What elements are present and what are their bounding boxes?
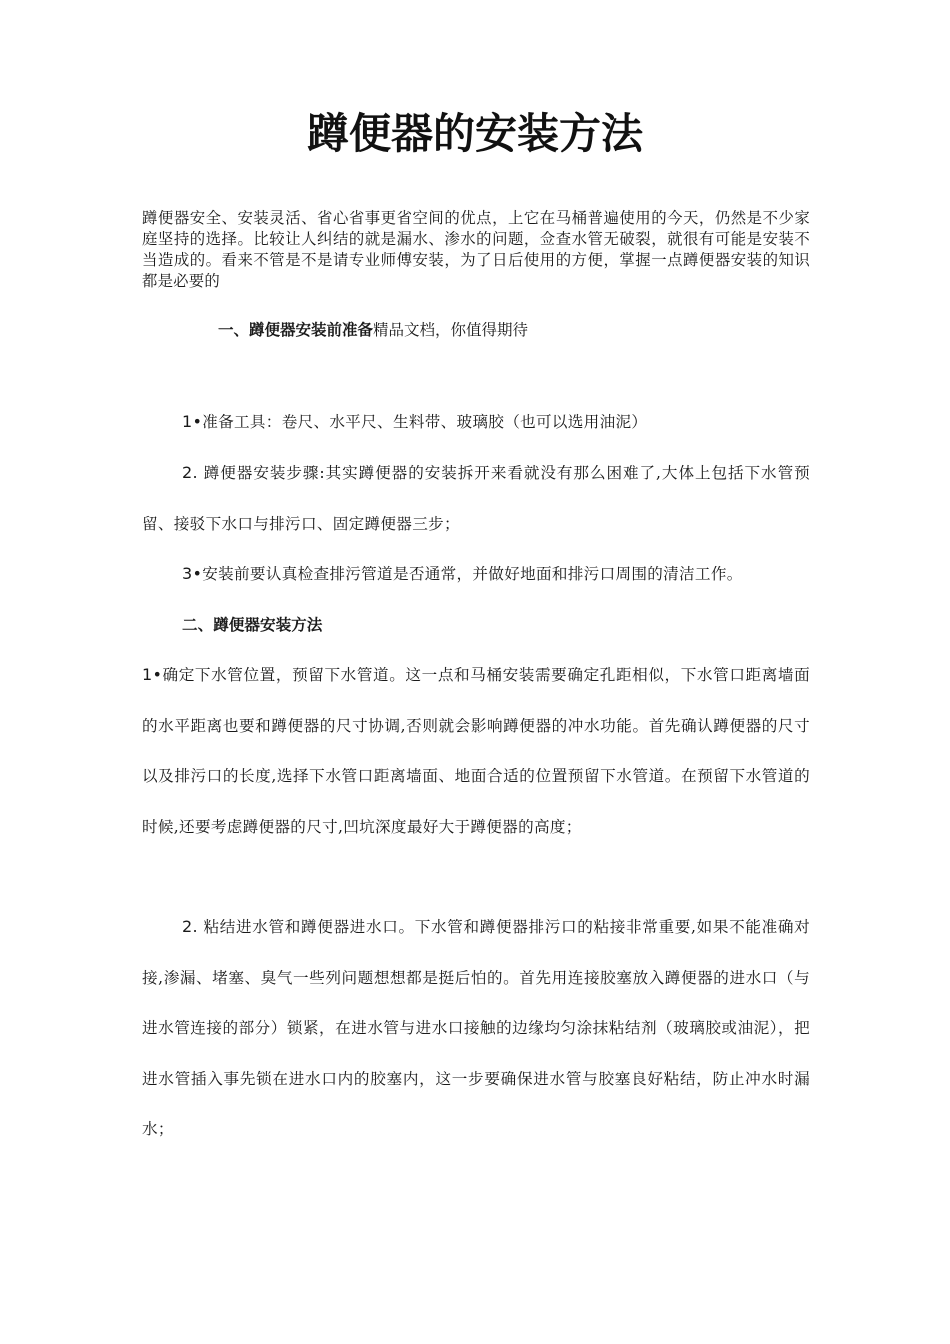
prep-item-2	[142, 448, 810, 549]
item-number: 2.	[182, 463, 198, 482]
method-item-2	[142, 902, 810, 1155]
item-text: 粘结进水管和蹲便器进水口。下水管和蹲便器排污口的粘接非常重要,如果不能准确对接,渗漏、堵塞、臭气一些列问题想想都是挺后怕的。首先用连接胶塞放入蹲便器的进水口（与进水管连接的部分）锁紧，在进水管与进水口接触的边缘均匀涂抹粘结剂（玻璃胶或油泥），把进水管插入事先锁在进水口内的胶塞内，这一步要确保进水管与胶塞良好粘结，防止冲水时漏水；	[142, 918, 810, 1138]
intro-paragraph: 蹲便器安全、安装灵活、省心省事更省空间的优点，上它在马桶普遍使用的今天，仍然是不少家庭坚持的选择。比较让人纠结的就是漏水、渗水的问题，佥查水管无破裂，就很有可能是安装不当造成的。看来不管是不是请专业师傅安装，为了日后使用的方便，掌握一点蹲便器安装的知识都是必要的	[142, 209, 810, 290]
item-text: 准备工具：卷尺、水平尺、生料带、玻璃胶（也可以选用油泥）	[202, 413, 648, 431]
item-text: 确定下水管位置，预留下水管道。这一点和马桶安装需要确定孔距相似，下水管口距离墙面的水平距离也要和蹲便器的尺寸协调,否则就会影响蹲便器的冲水功能。首先确认蹲便器的尺寸以及排污口的长度,选择下水管口距离墙面、地面合适的位置预留下水管道。在预留下水管道的时候,还要考虑蹲便器的尺寸,凹坑深度最好大于蹲便器的高度；	[142, 666, 810, 836]
prep-item-1	[142, 397, 810, 448]
document-title: 蹲便器的安装方法	[306, 109, 643, 158]
section-1-heading-title: 一、蹲便器安装前准备	[218, 321, 374, 339]
section-2-heading: 二、蹲便器安装方法	[182, 616, 323, 634]
item-text: 安装前要认真检查排污管道是否通常，并做好地面和排污口周围的清洁工作。	[202, 565, 743, 583]
section-1-heading-note: 精品文档，你值得期待	[373, 321, 529, 339]
method-item-1	[142, 650, 810, 852]
prep-item-3	[142, 549, 810, 600]
item-text: 蹲便器安装步骤:其实蹲便器的安装拆开来看就没有那么困难了,大体上包括下水管预留、接驳下水口与排污口、固定蹲便器三步；	[142, 464, 810, 533]
item-number: 1•	[182, 412, 203, 431]
section-1-heading	[218, 318, 528, 342]
item-number: 2.	[182, 917, 198, 936]
item-number: 3•	[182, 564, 203, 583]
item-number: 1•	[142, 665, 163, 684]
